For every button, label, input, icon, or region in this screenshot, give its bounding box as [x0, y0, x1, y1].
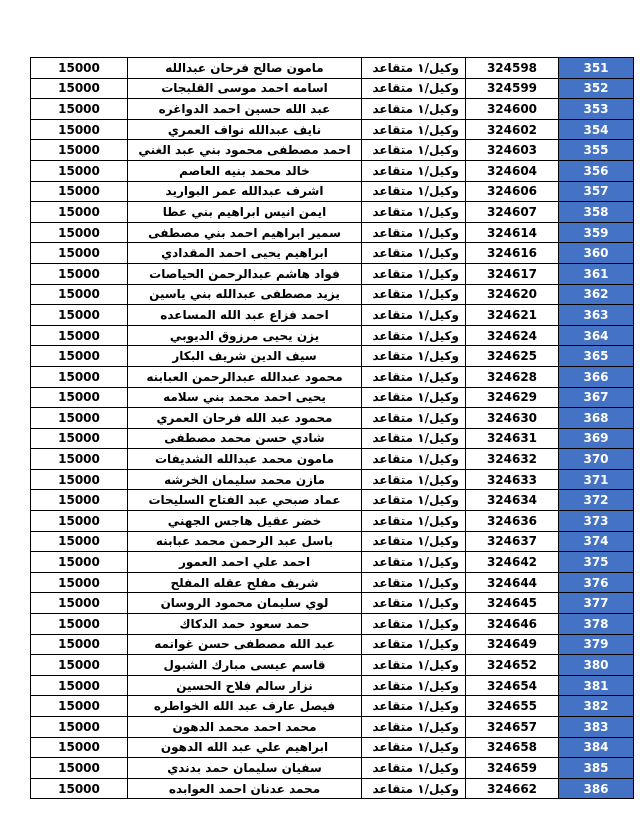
name-cell: خالد محمد بنيه العاصم: [128, 160, 362, 181]
table-row: [31, 449, 634, 470]
name-cell: مامون محمد عبدالله الشديفات: [128, 449, 362, 470]
name-cell: خضر عقيل هاجس الجهني: [128, 511, 362, 532]
table-row: [31, 325, 634, 346]
sequence-number-cell: 376: [559, 572, 634, 593]
amount-cell: 15000: [31, 346, 128, 367]
id-number-cell: 324614: [466, 222, 559, 243]
name-cell: باسل عبد الرحمن محمد عبابنه: [128, 531, 362, 552]
amount-cell: 15000: [31, 614, 128, 635]
rank-cell: وكيل/١ متقاعد: [362, 325, 466, 346]
amount-cell: 15000: [31, 408, 128, 429]
rank-cell: وكيل/١ متقاعد: [362, 758, 466, 779]
table-row: [31, 531, 634, 552]
id-number-cell: 324637: [466, 531, 559, 552]
amount-cell: 15000: [31, 531, 128, 552]
rank-cell: وكيل/١ متقاعد: [362, 531, 466, 552]
sequence-number-cell: 357: [559, 181, 634, 202]
table-row: [31, 78, 634, 99]
table-row: [31, 284, 634, 305]
id-number-cell: 324655: [466, 696, 559, 717]
sequence-number-cell: 375: [559, 552, 634, 573]
table-row: [31, 202, 634, 223]
rank-cell: وكيل/١ متقاعد: [362, 614, 466, 635]
sequence-number-cell: 381: [559, 675, 634, 696]
amount-cell: 15000: [31, 243, 128, 264]
amount-cell: 15000: [31, 511, 128, 532]
rank-cell: وكيل/١ متقاعد: [362, 675, 466, 696]
name-cell: نايف عبدالله نواف العمري: [128, 119, 362, 140]
id-number-cell: 324633: [466, 469, 559, 490]
amount-cell: 15000: [31, 99, 128, 120]
sequence-number-cell: 351: [559, 58, 634, 79]
sequence-number-cell: 355: [559, 140, 634, 161]
sequence-number-cell: 384: [559, 737, 634, 758]
table-row: [31, 737, 634, 758]
rank-cell: وكيل/١ متقاعد: [362, 511, 466, 532]
rank-cell: وكيل/١ متقاعد: [362, 181, 466, 202]
rank-cell: وكيل/١ متقاعد: [362, 408, 466, 429]
table-row: [31, 263, 634, 284]
rank-cell: وكيل/١ متقاعد: [362, 387, 466, 408]
amount-cell: 15000: [31, 469, 128, 490]
name-cell: ابراهيم يحيى احمد المقدادي: [128, 243, 362, 264]
amount-cell: 15000: [31, 449, 128, 470]
table-row: [31, 614, 634, 635]
id-number-cell: 324654: [466, 675, 559, 696]
amount-cell: 15000: [31, 717, 128, 738]
table-row: [31, 469, 634, 490]
table-row: [31, 243, 634, 264]
amount-cell: 15000: [31, 140, 128, 161]
table-row: [31, 593, 634, 614]
sequence-number-cell: 382: [559, 696, 634, 717]
amount-cell: 15000: [31, 552, 128, 573]
name-cell: نزار سالم فلاح الحسين: [128, 675, 362, 696]
name-cell: يحيى احمد محمد بني سلامه: [128, 387, 362, 408]
table-row: [31, 222, 634, 243]
amount-cell: 15000: [31, 325, 128, 346]
id-number-cell: 324604: [466, 160, 559, 181]
rank-cell: وكيل/١ متقاعد: [362, 346, 466, 367]
rank-cell: وكيل/١ متقاعد: [362, 58, 466, 79]
amount-cell: 15000: [31, 675, 128, 696]
table-row: [31, 490, 634, 511]
name-cell: مامون صالح فرحان عبدالله: [128, 58, 362, 79]
id-number-cell: 324603: [466, 140, 559, 161]
name-cell: لوي سليمان محمود الروسان: [128, 593, 362, 614]
name-cell: حمد سعود حمد الدكاك: [128, 614, 362, 635]
id-number-cell: 324646: [466, 614, 559, 635]
id-number-cell: 324625: [466, 346, 559, 367]
table-row: [31, 387, 634, 408]
name-cell: عبد الله حسين احمد الدواغره: [128, 99, 362, 120]
id-number-cell: 324632: [466, 449, 559, 470]
amount-cell: 15000: [31, 78, 128, 99]
sequence-number-cell: 354: [559, 119, 634, 140]
name-cell: سيف الدين شريف البكار: [128, 346, 362, 367]
id-number-cell: 324662: [466, 778, 559, 799]
name-cell: شادي حسن محمد مصطفى: [128, 428, 362, 449]
sequence-number-cell: 366: [559, 366, 634, 387]
table-row: [31, 696, 634, 717]
id-number-cell: 324631: [466, 428, 559, 449]
name-cell: عماد صبحي عبد الفتاح السليحات: [128, 490, 362, 511]
name-cell: سمير ابراهيم احمد بني مصطفى: [128, 222, 362, 243]
rank-cell: وكيل/١ متقاعد: [362, 243, 466, 264]
sequence-number-cell: 364: [559, 325, 634, 346]
sequence-number-cell: 368: [559, 408, 634, 429]
name-cell: اشرف عبدالله عمر البواريد: [128, 181, 362, 202]
name-cell: مازن محمد سليمان الخرشه: [128, 469, 362, 490]
name-cell: قاسم عيسى مبارك الشبول: [128, 655, 362, 676]
roster-table-body: [31, 58, 634, 799]
sequence-number-cell: 374: [559, 531, 634, 552]
id-number-cell: 324658: [466, 737, 559, 758]
rank-cell: وكيل/١ متقاعد: [362, 490, 466, 511]
id-number-cell: 324628: [466, 366, 559, 387]
sequence-number-cell: 356: [559, 160, 634, 181]
amount-cell: 15000: [31, 696, 128, 717]
id-number-cell: 324652: [466, 655, 559, 676]
id-number-cell: 324634: [466, 490, 559, 511]
sequence-number-cell: 363: [559, 305, 634, 326]
rank-cell: وكيل/١ متقاعد: [362, 778, 466, 799]
table-row: [31, 140, 634, 161]
id-number-cell: 324621: [466, 305, 559, 326]
table-row: [31, 160, 634, 181]
sequence-number-cell: 386: [559, 778, 634, 799]
rank-cell: وكيل/١ متقاعد: [362, 140, 466, 161]
amount-cell: 15000: [31, 305, 128, 326]
sequence-number-cell: 371: [559, 469, 634, 490]
rank-cell: وكيل/١ متقاعد: [362, 552, 466, 573]
id-number-cell: 324636: [466, 511, 559, 532]
sequence-number-cell: 377: [559, 593, 634, 614]
sequence-number-cell: 383: [559, 717, 634, 738]
rank-cell: وكيل/١ متقاعد: [362, 160, 466, 181]
name-cell: سفيان سليمان حمد بدندي: [128, 758, 362, 779]
amount-cell: 15000: [31, 284, 128, 305]
rank-cell: وكيل/١ متقاعد: [362, 469, 466, 490]
rank-cell: وكيل/١ متقاعد: [362, 737, 466, 758]
id-number-cell: 324602: [466, 119, 559, 140]
name-cell: يزن يحيى مرزوق الديوبي: [128, 325, 362, 346]
rank-cell: وكيل/١ متقاعد: [362, 655, 466, 676]
table-row: [31, 428, 634, 449]
sequence-number-cell: 365: [559, 346, 634, 367]
name-cell: احمد فزاع عبد الله المساعده: [128, 305, 362, 326]
sequence-number-cell: 360: [559, 243, 634, 264]
sequence-number-cell: 372: [559, 490, 634, 511]
amount-cell: 15000: [31, 160, 128, 181]
table-row: [31, 119, 634, 140]
sequence-number-cell: 380: [559, 655, 634, 676]
amount-cell: 15000: [31, 202, 128, 223]
sequence-number-cell: 379: [559, 634, 634, 655]
rank-cell: وكيل/١ متقاعد: [362, 284, 466, 305]
table-row: [31, 408, 634, 429]
amount-cell: 15000: [31, 737, 128, 758]
rank-cell: وكيل/١ متقاعد: [362, 305, 466, 326]
id-number-cell: 324607: [466, 202, 559, 223]
id-number-cell: 324606: [466, 181, 559, 202]
table-row: [31, 346, 634, 367]
sequence-number-cell: 362: [559, 284, 634, 305]
table-row: [31, 634, 634, 655]
id-number-cell: 324616: [466, 243, 559, 264]
name-cell: ايمن انيس ابراهيم بني عطا: [128, 202, 362, 223]
id-number-cell: 324645: [466, 593, 559, 614]
amount-cell: 15000: [31, 119, 128, 140]
name-cell: شريف مفلح عقله المفلح: [128, 572, 362, 593]
id-number-cell: 324598: [466, 58, 559, 79]
id-number-cell: 324617: [466, 263, 559, 284]
table-row: [31, 758, 634, 779]
amount-cell: 15000: [31, 428, 128, 449]
name-cell: فواد هاشم عبدالرحمن الحياصات: [128, 263, 362, 284]
table-row: [31, 181, 634, 202]
sequence-number-cell: 373: [559, 511, 634, 532]
id-number-cell: 324644: [466, 572, 559, 593]
sequence-number-cell: 361: [559, 263, 634, 284]
sequence-number-cell: 385: [559, 758, 634, 779]
rank-cell: وكيل/١ متقاعد: [362, 593, 466, 614]
rank-cell: وكيل/١ متقاعد: [362, 78, 466, 99]
id-number-cell: 324657: [466, 717, 559, 738]
table-row: [31, 675, 634, 696]
amount-cell: 15000: [31, 263, 128, 284]
amount-cell: 15000: [31, 222, 128, 243]
table-row: [31, 655, 634, 676]
id-number-cell: 324600: [466, 99, 559, 120]
sequence-number-cell: 370: [559, 449, 634, 470]
name-cell: ابراهيم علي عبد الله الدهون: [128, 737, 362, 758]
rank-cell: وكيل/١ متقاعد: [362, 202, 466, 223]
name-cell: احمد علي احمد العمور: [128, 552, 362, 573]
rank-cell: وكيل/١ متقاعد: [362, 696, 466, 717]
name-cell: فيصل عارف عبد الله الخواطره: [128, 696, 362, 717]
sequence-number-cell: 353: [559, 99, 634, 120]
rank-cell: وكيل/١ متقاعد: [362, 717, 466, 738]
id-number-cell: 324629: [466, 387, 559, 408]
amount-cell: 15000: [31, 655, 128, 676]
id-number-cell: 324642: [466, 552, 559, 573]
name-cell: محمود عبدالله عبدالرحمن العبابنه: [128, 366, 362, 387]
document-sheet: [30, 57, 622, 799]
sequence-number-cell: 367: [559, 387, 634, 408]
amount-cell: 15000: [31, 634, 128, 655]
table-row: [31, 778, 634, 799]
amount-cell: 15000: [31, 181, 128, 202]
table-row: [31, 717, 634, 738]
id-number-cell: 324649: [466, 634, 559, 655]
id-number-cell: 324630: [466, 408, 559, 429]
rank-cell: وكيل/١ متقاعد: [362, 263, 466, 284]
id-number-cell: 324599: [466, 78, 559, 99]
rank-cell: وكيل/١ متقاعد: [362, 99, 466, 120]
sequence-number-cell: 358: [559, 202, 634, 223]
sequence-number-cell: 359: [559, 222, 634, 243]
table-row: [31, 366, 634, 387]
rank-cell: وكيل/١ متقاعد: [362, 222, 466, 243]
id-number-cell: 324620: [466, 284, 559, 305]
rank-cell: وكيل/١ متقاعد: [362, 572, 466, 593]
amount-cell: 15000: [31, 58, 128, 79]
amount-cell: 15000: [31, 593, 128, 614]
name-cell: محمود عبد الله فرحان العمري: [128, 408, 362, 429]
name-cell: اسامه احمد موسى القلبجات: [128, 78, 362, 99]
amount-cell: 15000: [31, 758, 128, 779]
name-cell: يزيد مصطفى عبدالله بني ياسين: [128, 284, 362, 305]
name-cell: احمد مصطفى محمود بني عبد الغني: [128, 140, 362, 161]
rank-cell: وكيل/١ متقاعد: [362, 428, 466, 449]
rank-cell: وكيل/١ متقاعد: [362, 634, 466, 655]
id-number-cell: 324659: [466, 758, 559, 779]
amount-cell: 15000: [31, 490, 128, 511]
table-row: [31, 552, 634, 573]
table-row: [31, 58, 634, 79]
sequence-number-cell: 352: [559, 78, 634, 99]
name-cell: محمد احمد محمد الدهون: [128, 717, 362, 738]
table-row: [31, 572, 634, 593]
table-row: [31, 305, 634, 326]
sequence-number-cell: 378: [559, 614, 634, 635]
sequence-number-cell: 369: [559, 428, 634, 449]
name-cell: محمد عدنان احمد العوابده: [128, 778, 362, 799]
rank-cell: وكيل/١ متقاعد: [362, 366, 466, 387]
amount-cell: 15000: [31, 778, 128, 799]
table-row: [31, 511, 634, 532]
rank-cell: وكيل/١ متقاعد: [362, 449, 466, 470]
id-number-cell: 324624: [466, 325, 559, 346]
amount-cell: 15000: [31, 387, 128, 408]
rank-cell: وكيل/١ متقاعد: [362, 119, 466, 140]
roster-table: [30, 57, 634, 799]
table-row: [31, 99, 634, 120]
amount-cell: 15000: [31, 366, 128, 387]
amount-cell: 15000: [31, 572, 128, 593]
name-cell: عبد الله مصطفى حسن غوانمه: [128, 634, 362, 655]
